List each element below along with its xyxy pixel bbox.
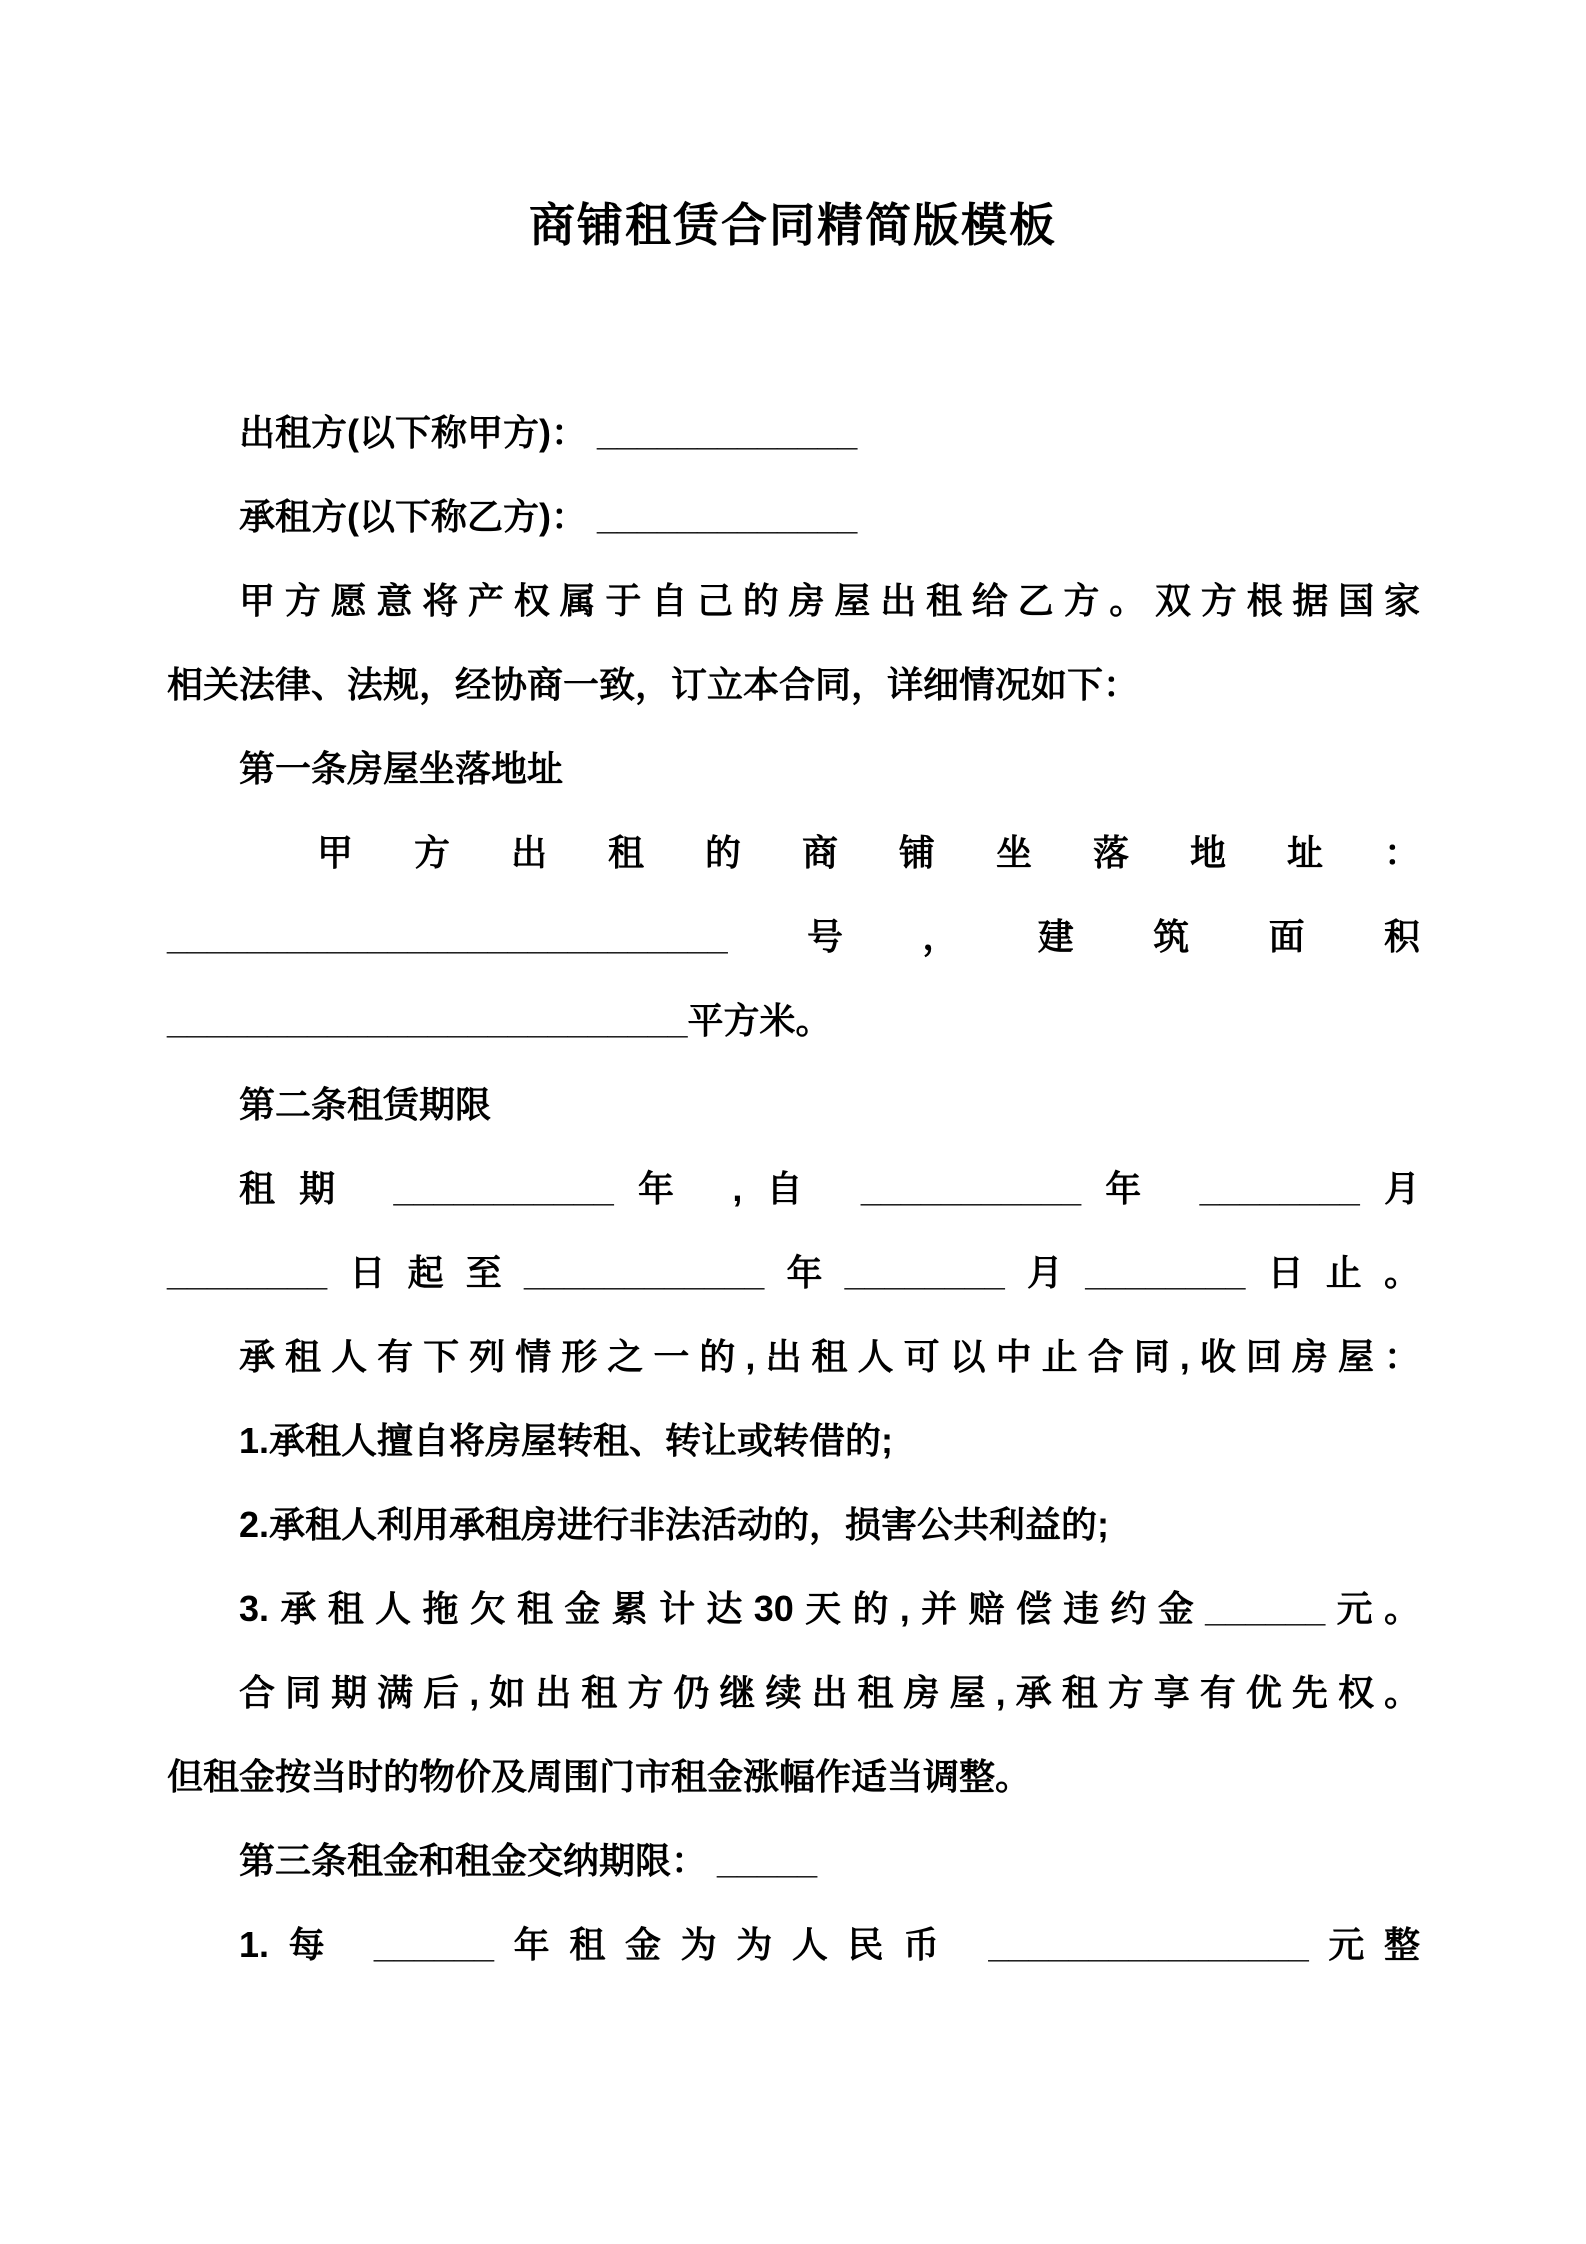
heading-article-1: 第一条房屋坐落地址 xyxy=(239,748,564,789)
line-preamble-1: 甲方愿意将产权属于自己的房屋出租给乙方。双方根据国家 xyxy=(239,580,1420,621)
line-address-label: 甲方出租的商铺坐落地址： xyxy=(317,832,1420,873)
document-body xyxy=(167,391,1420,1987)
line-lease-term-end: ________日起至____________年________月________日止。 xyxy=(167,1252,1420,1293)
line-renewal-priority-2: 但租金按当时的物价及周围门市租金涨幅作适当调整。 xyxy=(167,1756,1032,1797)
line-preamble-2: 相关法律、法规，经协商一致，订立本合同，详细情况如下： xyxy=(167,664,1140,705)
heading-article-3: 第三条租金和租金交纳期限： _____ xyxy=(239,1840,818,1881)
line-lease-term-start: 租期 ___________年 ,自 ___________年 ________月 xyxy=(239,1168,1420,1209)
line-termination-item-1: 1.承租人擅自将房屋转租、转让或转借的; xyxy=(239,1420,894,1461)
line-lessee: 承租方(以下称乙方)： _____________ xyxy=(239,496,858,537)
line-area-blank: __________________________平方米。 xyxy=(167,1000,832,1041)
document-title: 商铺租赁合同精简版模板 xyxy=(529,199,1057,251)
line-address-blank: ____________________________号，建筑面积 xyxy=(167,916,1420,957)
line-lessor: 出租方(以下称甲方)： _____________ xyxy=(239,412,858,453)
line-renewal-priority-1: 合同期满后,如出租方仍继续出租房屋,承租方享有优先权。 xyxy=(239,1672,1420,1713)
line-termination-intro: 承租人有下列情形之一的,出租人可以中止合同,收回房屋： xyxy=(239,1336,1420,1377)
heading-article-2: 第二条租赁期限 xyxy=(239,1084,492,1125)
line-termination-item-3: 3.承租人拖欠租金累计达30天的,并赔偿违约金______元。 xyxy=(239,1588,1420,1629)
line-termination-item-2: 2.承租人利用承租房进行非法活动的，损害公共利益的; xyxy=(239,1504,1110,1545)
line-rent-amount: 1.每 ______年租金为为人民币 ________________元整 xyxy=(239,1924,1420,1965)
